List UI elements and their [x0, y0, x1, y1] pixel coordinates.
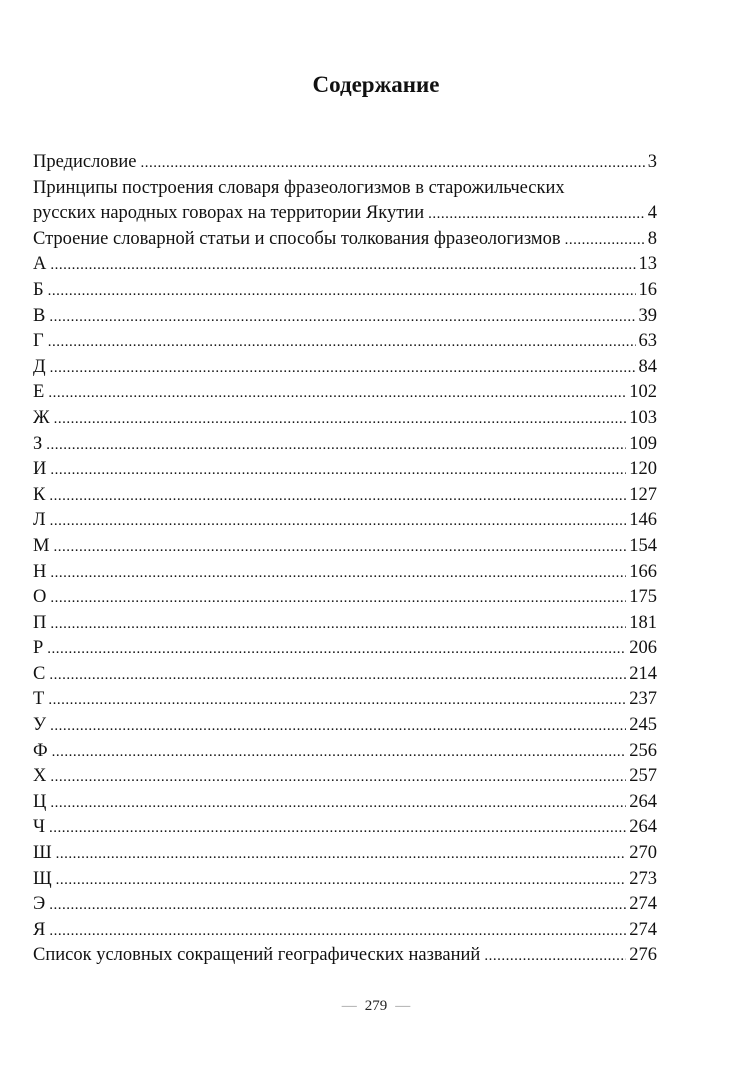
toc-entry-page: 13: [638, 254, 657, 275]
toc-entry: [33, 611, 657, 637]
toc-entry-page: 257: [629, 766, 657, 787]
toc-entry: [33, 687, 657, 713]
toc-entry-title: Х: [33, 766, 47, 787]
toc-entry-title: Р: [33, 638, 44, 659]
toc-entry-title: С: [33, 663, 46, 684]
toc-entry-title: Э: [33, 894, 46, 915]
toc-entry: [33, 304, 657, 330]
toc-entry-title: Д: [33, 356, 46, 377]
dot-leader: [54, 407, 627, 433]
toc-entry-page: 206: [629, 638, 657, 659]
toc-entry-page: 270: [629, 843, 657, 864]
toc-entry-title: Ж: [33, 407, 50, 428]
toc-entry-page: 245: [629, 715, 657, 736]
dot-leader: [50, 253, 635, 279]
toc-entry: [33, 560, 657, 586]
page-title: Содержание: [312, 72, 440, 97]
toc-entry-title: Ш: [33, 843, 52, 864]
toc-entry-title: И: [33, 459, 47, 480]
toc-entry-page: 63: [638, 331, 657, 352]
toc-entry: [33, 585, 657, 611]
dot-leader: [484, 944, 626, 970]
toc-entry: [33, 355, 657, 381]
toc-entry-page: 154: [629, 535, 657, 556]
toc-entry: [33, 713, 657, 739]
toc-entry-page: 273: [629, 868, 657, 889]
toc-entry: [33, 739, 657, 765]
toc-entry: [33, 483, 657, 509]
toc-entry: [33, 534, 657, 560]
toc-entry: [33, 432, 657, 458]
toc-entry-page: 84: [638, 356, 657, 377]
toc-entry: [33, 176, 657, 202]
toc-entry: [33, 867, 657, 893]
toc-entry: [33, 329, 657, 355]
toc-entry-title: Принципы построения словаря фразеологизмов в старожильческих: [33, 177, 565, 198]
dot-leader: [50, 458, 626, 484]
page-number: 279: [364, 998, 388, 1014]
page-footer: [0, 998, 752, 1015]
toc-entry-title: Щ: [33, 868, 52, 889]
toc-entry-page: 264: [629, 817, 657, 838]
toc-entry-title: Т: [33, 689, 45, 710]
toc-entry-title: М: [33, 535, 50, 556]
dot-leader: [50, 561, 626, 587]
dot-leader: [48, 330, 636, 356]
toc-entry-title: Б: [33, 279, 44, 300]
dot-leader: [50, 612, 626, 638]
toc-entry-page: 39: [638, 305, 657, 326]
toc-entry-title: Список условных сокращений географических названий: [33, 945, 481, 966]
dot-leader: [49, 816, 626, 842]
toc-entry: [33, 278, 657, 304]
dot-leader: [50, 356, 636, 382]
toc-entry: [33, 943, 657, 969]
toc-entry: [33, 150, 657, 176]
toc-entry: [33, 636, 657, 662]
toc-entry: [33, 508, 657, 534]
toc-entry-page: 4: [647, 203, 657, 224]
toc-entry-page: 109: [629, 433, 657, 454]
dot-leader: [50, 765, 626, 791]
dot-leader: [50, 791, 626, 817]
toc-entry: [33, 764, 657, 790]
dot-leader: [428, 202, 645, 228]
dot-leader: [56, 842, 627, 868]
toc-entry-page: 8: [647, 228, 657, 249]
dot-leader: [49, 919, 626, 945]
toc-entry-title: У: [33, 715, 47, 736]
toc-entry-title: П: [33, 612, 47, 633]
toc-entry: [33, 790, 657, 816]
toc-entry-page: 3: [647, 152, 657, 172]
toc-entry-title: русских народных говорах на территории Якутии: [33, 203, 425, 224]
toc-entry-page: 127: [629, 484, 657, 505]
toc-entry-title: В: [33, 305, 46, 326]
toc-entry-page: 146: [629, 510, 657, 531]
dot-leader: [49, 484, 626, 510]
toc-entry-title: Ч: [33, 817, 46, 838]
dot-leader: [565, 228, 645, 254]
dot-leader: [47, 637, 626, 663]
dot-leader: [46, 433, 626, 459]
toc-entry-title: Г: [33, 331, 44, 352]
dot-leader: [48, 381, 626, 407]
toc-entry: [33, 227, 657, 253]
toc-entry: [33, 252, 657, 278]
toc-entry-title: Ф: [33, 740, 48, 761]
toc-entry-page: 166: [629, 561, 657, 582]
toc-entry-page: 102: [629, 382, 657, 403]
toc-entry-page: 120: [629, 459, 657, 480]
toc-entry-title: З: [33, 433, 43, 454]
dot-leader: [56, 868, 627, 894]
toc-entry: [33, 815, 657, 841]
toc-entry-page: 276: [629, 945, 657, 966]
toc-entry-title: Строение словарной статьи и способы толкования фразеологизмов: [33, 228, 561, 249]
toc-entry-title: Е: [33, 382, 45, 403]
table-of-contents: [33, 150, 657, 969]
toc-entry-page: 181: [629, 612, 657, 633]
toc-entry-title: О: [33, 587, 47, 608]
toc-entry: [33, 380, 657, 406]
dot-leader: [50, 586, 626, 612]
dot-leader: [49, 663, 626, 689]
dot-leader: [49, 305, 635, 331]
toc-entry-page: 264: [629, 791, 657, 812]
toc-entry-page: 16: [638, 279, 657, 300]
toc-entry: [33, 892, 657, 918]
toc-entry-title: Предисловие: [33, 152, 137, 172]
toc-entry-page: 274: [629, 919, 657, 940]
toc-entry-title: Ц: [33, 791, 47, 812]
toc-entry: [33, 201, 657, 227]
dot-leader: [50, 714, 626, 740]
dot-leader: [140, 151, 644, 177]
toc-entry: [33, 662, 657, 688]
dot-leader: [50, 509, 627, 535]
toc-entry: [33, 406, 657, 432]
toc-entry-page: 214: [629, 663, 657, 684]
toc-entry-page: 175: [629, 587, 657, 608]
toc-entry-page: 274: [629, 894, 657, 915]
toc-entry-page: 237: [629, 689, 657, 710]
toc-entry-page: 256: [629, 740, 657, 761]
dot-leader: [48, 279, 636, 305]
toc-entry-page: 103: [629, 407, 657, 428]
toc-entry-title: А: [33, 254, 47, 275]
dot-leader: [49, 893, 626, 919]
dot-leader: [53, 535, 626, 561]
dot-leader: [48, 688, 626, 714]
footer-dash-left: —: [341, 998, 357, 1014]
toc-entry-title: К: [33, 484, 46, 505]
toc-entry: [33, 841, 657, 867]
toc-entry: [33, 457, 657, 483]
toc-entry-title: Я: [33, 919, 46, 940]
toc-entry-title: Л: [33, 510, 46, 531]
footer-dash-right: —: [395, 998, 411, 1014]
toc-entry: [33, 918, 657, 944]
toc-entry-title: Н: [33, 561, 47, 582]
dot-leader: [52, 740, 627, 766]
